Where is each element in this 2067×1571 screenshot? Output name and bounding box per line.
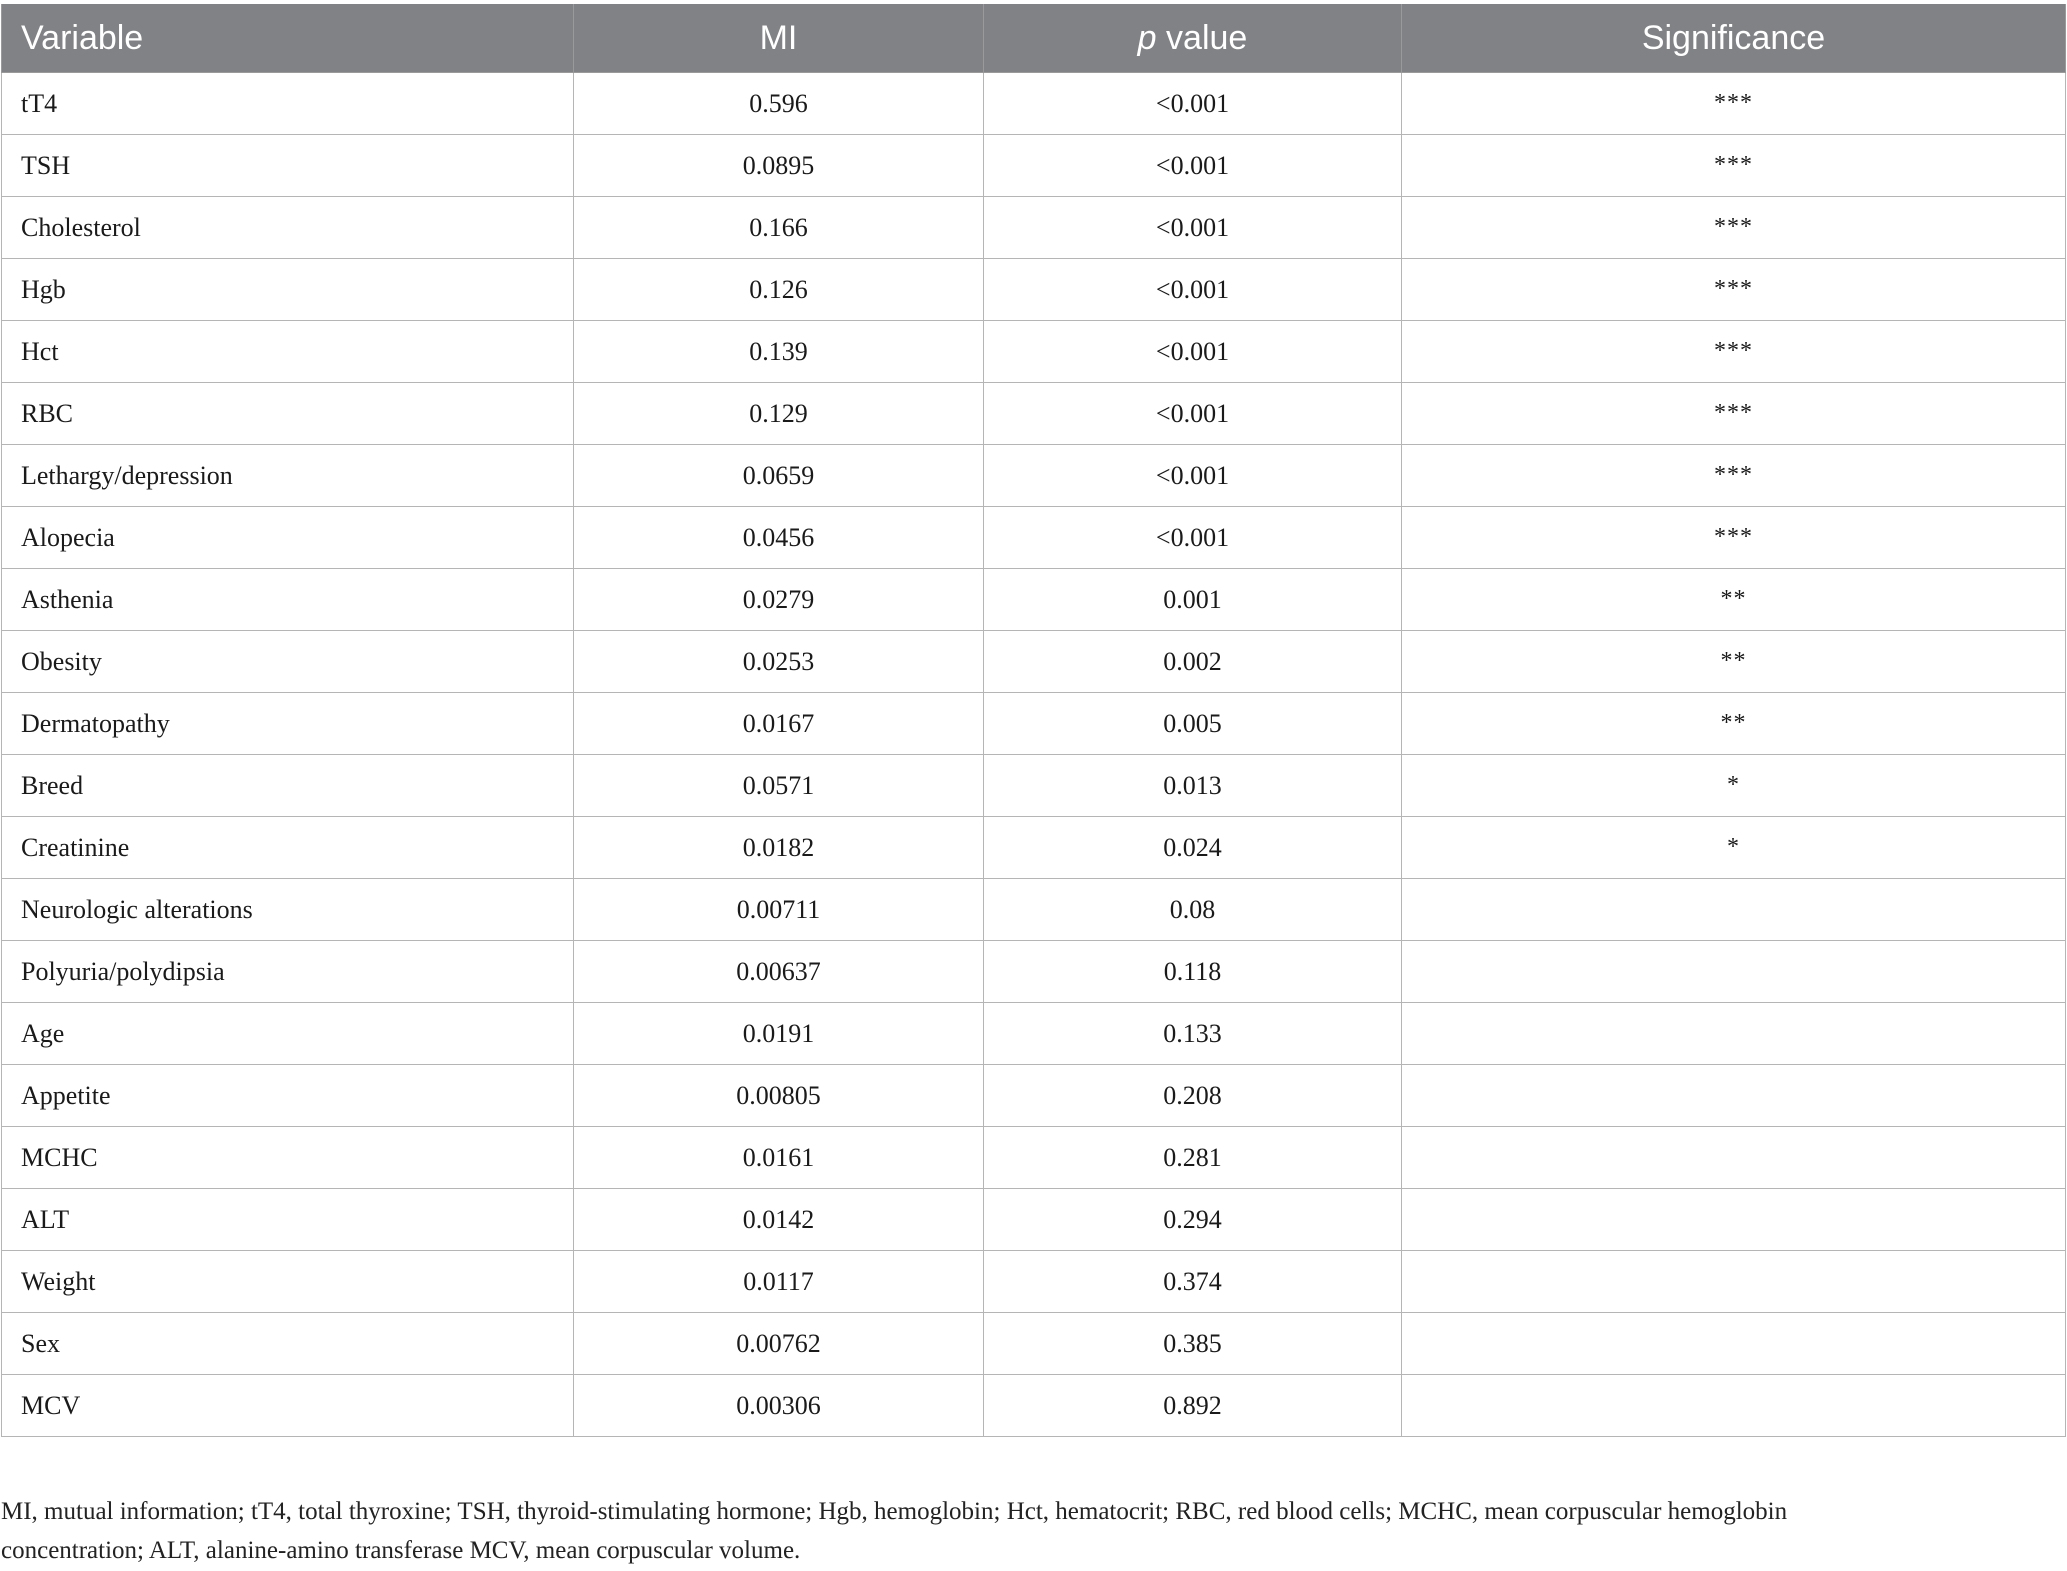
mi-cell: 0.166: [574, 197, 984, 259]
mi-cell: 0.0253: [574, 631, 984, 693]
mi-cell: 0.0659: [574, 445, 984, 507]
significance-cell: [1402, 1375, 2066, 1437]
header-p-rest: value: [1156, 18, 1248, 57]
mi-cell: 0.00805: [574, 1065, 984, 1127]
mi-cell: 0.0571: [574, 755, 984, 817]
mi-cell: 0.0191: [574, 1003, 984, 1065]
mi-cell: 0.00306: [574, 1375, 984, 1437]
significance-cell: ***: [1402, 259, 2066, 321]
mi-cell: 0.0456: [574, 507, 984, 569]
p-value-cell: 0.08: [984, 879, 1402, 941]
variable-cell: Breed: [2, 755, 574, 817]
variable-cell: Dermatopathy: [2, 693, 574, 755]
variable-cell: Alopecia: [2, 507, 574, 569]
mi-cell: 0.596: [574, 73, 984, 135]
table-row: [2, 507, 2066, 569]
mi-cell: 0.126: [574, 259, 984, 321]
p-value-cell: 0.013: [984, 755, 1402, 817]
table-row: [2, 1251, 2066, 1313]
mi-cell: 0.0142: [574, 1189, 984, 1251]
mi-cell: 0.0161: [574, 1127, 984, 1189]
significance-cell: [1402, 1003, 2066, 1065]
mi-cell: 0.0167: [574, 693, 984, 755]
table-row: [2, 941, 2066, 1003]
variable-cell: RBC: [2, 383, 574, 445]
p-value-cell: <0.001: [984, 321, 1402, 383]
mi-cell: 0.00762: [574, 1313, 984, 1375]
table-row: [2, 445, 2066, 507]
mi-cell: 0.0279: [574, 569, 984, 631]
mi-cell: 0.139: [574, 321, 984, 383]
variable-cell: Neurologic alterations: [2, 879, 574, 941]
table-row: [2, 569, 2066, 631]
table-row: [2, 755, 2066, 817]
significance-cell: [1402, 879, 2066, 941]
significance-cell: ***: [1402, 321, 2066, 383]
significance-cell: [1402, 1313, 2066, 1375]
variable-cell: Appetite: [2, 1065, 574, 1127]
table-row: [2, 1313, 2066, 1375]
p-value-cell: <0.001: [984, 259, 1402, 321]
variable-cell: Hgb: [2, 259, 574, 321]
variable-cell: Sex: [2, 1313, 574, 1375]
table-row: [2, 1003, 2066, 1065]
variable-cell: Creatinine: [2, 817, 574, 879]
significance-cell: ***: [1402, 507, 2066, 569]
header-mi: MI: [574, 4, 984, 73]
table-row: [2, 73, 2066, 135]
p-value-cell: 0.005: [984, 693, 1402, 755]
table-row: [2, 1189, 2066, 1251]
variable-cell: Age: [2, 1003, 574, 1065]
significance-cell: [1402, 1251, 2066, 1313]
p-value-cell: 0.294: [984, 1189, 1402, 1251]
variable-cell: Obesity: [2, 631, 574, 693]
significance-cell: **: [1402, 569, 2066, 631]
mutual-information-table: [1, 4, 2066, 1437]
table-row: [2, 631, 2066, 693]
p-value-cell: <0.001: [984, 197, 1402, 259]
significance-cell: [1402, 1065, 2066, 1127]
table-row: [2, 879, 2066, 941]
variable-cell: Asthenia: [2, 569, 574, 631]
variable-cell: ALT: [2, 1189, 574, 1251]
p-value-cell: 0.133: [984, 1003, 1402, 1065]
mi-cell: 0.00711: [574, 879, 984, 941]
table-row: [2, 197, 2066, 259]
footnote-line-2: concentration; ALT, alanine-amino transferase MCV, mean corpuscular volume.: [1, 1537, 801, 1564]
p-value-cell: <0.001: [984, 73, 1402, 135]
significance-cell: *: [1402, 755, 2066, 817]
table-row: [2, 693, 2066, 755]
variable-cell: MCV: [2, 1375, 574, 1437]
table-row: [2, 1127, 2066, 1189]
significance-cell: ***: [1402, 383, 2066, 445]
p-value-cell: 0.892: [984, 1375, 1402, 1437]
significance-cell: *: [1402, 817, 2066, 879]
p-value-cell: 0.385: [984, 1313, 1402, 1375]
table-row: [2, 383, 2066, 445]
table-row: [2, 1065, 2066, 1127]
table-header: [2, 4, 2066, 73]
significance-cell: [1402, 1127, 2066, 1189]
p-value-cell: <0.001: [984, 135, 1402, 197]
significance-cell: [1402, 941, 2066, 1003]
variable-cell: Hct: [2, 321, 574, 383]
p-value-cell: 0.208: [984, 1065, 1402, 1127]
significance-cell: ***: [1402, 73, 2066, 135]
significance-cell: ***: [1402, 445, 2066, 507]
p-value-cell: <0.001: [984, 445, 1402, 507]
significance-cell: **: [1402, 693, 2066, 755]
table-row: [2, 817, 2066, 879]
p-value-cell: <0.001: [984, 507, 1402, 569]
p-value-cell: 0.024: [984, 817, 1402, 879]
significance-cell: ***: [1402, 135, 2066, 197]
mi-cell: 0.0182: [574, 817, 984, 879]
p-value-cell: 0.001: [984, 569, 1402, 631]
table-body: [2, 73, 2066, 1437]
variable-cell: tT4: [2, 73, 574, 135]
variable-cell: Cholesterol: [2, 197, 574, 259]
p-value-cell: 0.002: [984, 631, 1402, 693]
variable-cell: MCHC: [2, 1127, 574, 1189]
significance-cell: ***: [1402, 197, 2066, 259]
p-value-cell: <0.001: [984, 383, 1402, 445]
header-p-value: [984, 4, 1402, 73]
variable-cell: Lethargy/depression: [2, 445, 574, 507]
variable-cell: TSH: [2, 135, 574, 197]
p-value-cell: 0.118: [984, 941, 1402, 1003]
header-significance: Significance: [1402, 4, 2066, 73]
mi-cell: 0.0895: [574, 135, 984, 197]
results-table-container: [1, 4, 2065, 1437]
p-value-cell: 0.374: [984, 1251, 1402, 1313]
variable-cell: Polyuria/polydipsia: [2, 941, 574, 1003]
mi-cell: 0.00637: [574, 941, 984, 1003]
table-row: [2, 135, 2066, 197]
table-footnote: [1, 1492, 2001, 1570]
variable-cell: Weight: [2, 1251, 574, 1313]
table-row: [2, 259, 2066, 321]
p-value-cell: 0.281: [984, 1127, 1402, 1189]
significance-cell: **: [1402, 631, 2066, 693]
table-row: [2, 1375, 2066, 1437]
mi-cell: 0.129: [574, 383, 984, 445]
mi-cell: 0.0117: [574, 1251, 984, 1313]
header-row: [2, 4, 2066, 73]
header-variable: Variable: [2, 4, 574, 73]
header-p-italic: p: [1137, 18, 1157, 57]
footnote-line-1: MI, mutual information; tT4, total thyroxine; TSH, thyroid-stimulating hormone; Hgb, hemoglobin; Hct, hematocrit; RBC, red blood cells; MCHC, mean corpuscular hemoglobin: [1, 1498, 1788, 1525]
table-row: [2, 321, 2066, 383]
significance-cell: [1402, 1189, 2066, 1251]
